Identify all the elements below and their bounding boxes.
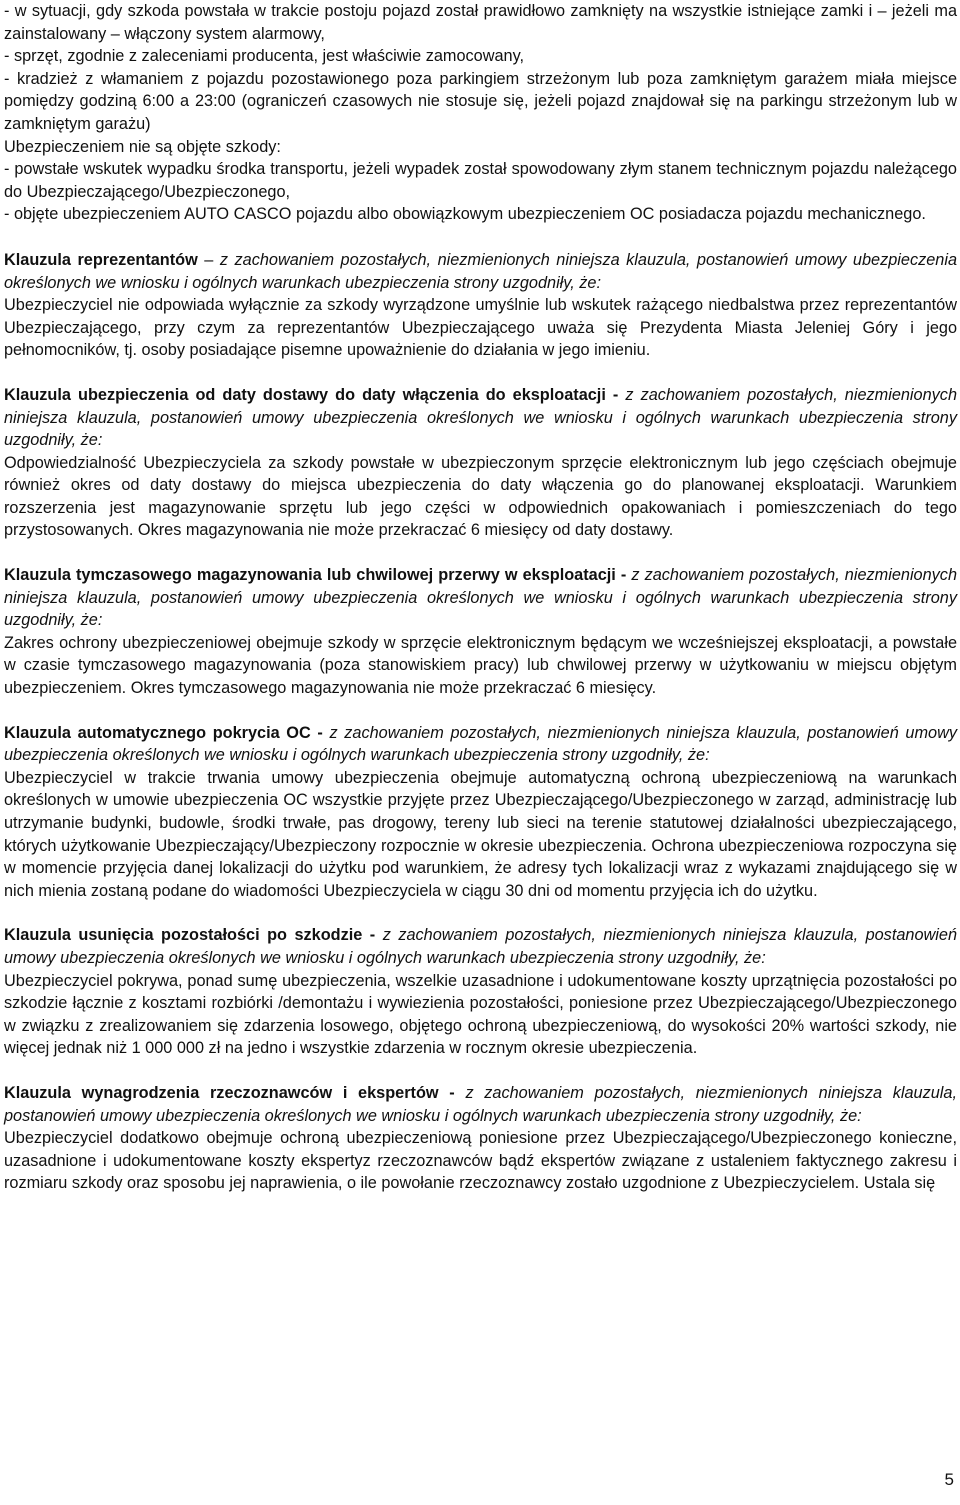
clause-intro: z zachowaniem pozostałych, niezmienionych niniejsza klauzula, postanowień umowy ubezpieczenia określonych we wniosku i ogólnych warunkach ubezpieczenia strony uzgodniły, że: — [4, 723, 957, 765]
clause-intro: z zachowaniem pozostałych, niezmienionych niniejsza klauzula, postanowień umowy ubezpieczenia określonych we wniosku i ogólnych warunkach ubezpieczenia strony uzgodniły, że: — [4, 250, 958, 292]
clause-body: Ubezpieczyciel dodatkowo obejmuje ochroną ubezpieczeniową poniesione przez Ubezpieczającego/Ubezpieczonego konieczne, uzasadnione i udokumentowane koszty ekspertyz rzeczoznawców bądź ekspertów związane z ustaleniem faktycznego zakresu i rozmiaru szkody oraz sposobu jej naprawienia, o ile powołanie rzeczoznawcy zostało uzgodnione z Ubezpieczycielem. Ustala się — [4, 1129, 957, 1193]
clause-heading: Klauzula reprezentantów – z zachowaniem pozostałych, niezmienionych niniejsza klauzula, postanowień umowy ubezpieczenia określonych we wniosku i ogólnych warunkach ubezpieczenia strony uzgodniły, że: — [4, 250, 958, 292]
clause-temporary-storage — [4, 564, 957, 700]
clause-body: Zakres ochrony ubezpieczeniowej obejmuje szkody w sprzęcie elektronicznym będącym we wcześniejszej eksploatacji, a powstałe w czasie tymczasowego magazynowania (poza stanowiskiem pracy) lub chwilowej przerwy w użytkowaniu w miejscu objętym ubezpieczeniem. Okres tymczasowego magazynowania nie może przekraczać 6 miesięcy. — [4, 633, 957, 698]
clause-title: Klauzula wynagrodzenia rzeczoznawców i ekspertów - — [4, 1083, 455, 1102]
clause-heading — [4, 564, 957, 632]
intro-line: - objęte ubezpieczeniem AUTO CASCO pojazdu albo obowiązkowym ubezpieczeniem OC posiadacza pojazdu mechanicznego. — [4, 205, 926, 224]
clause-title: Klauzula tymczasowego magazynowania lub chwilowej przerwy w eksploatacji - — [4, 566, 627, 585]
clause-body: Ubezpieczyciel pokrywa, ponad sumę ubezpieczenia, wszelkie uzasadnione i udokumentowane koszty uprzątnięcia pozostałości po szkodzie łącznie z kosztami rozbiórki /demontażu i wywiezienia pozostałości, poniesione przez Ubezpieczającego/Ubezpieczonego w związku z zrealizowaniem się zdarzenia losowego, objętego ochroną ubezpieczeniową, do wysokości 20% wartości szkody, nie więcej jednak niż 1 000 000 zł na jedno i wszystkie zdarzenia w rocznym okresie ubezpieczenia. — [4, 971, 957, 1058]
clause-title: Klauzula usunięcia pozostałości po szkodzie - — [4, 926, 376, 945]
clause-title: Klauzula automatycznego pokrycia OC - — [4, 723, 323, 742]
intro-line: - sprzęt, zgodnie z zaleceniami producenta, jest właściwie zamocowany, — [4, 47, 525, 66]
clause-intro: z zachowaniem pozostałych, niezmienionych niniejsza klauzula, postanowień umowy ubezpieczenia określonych we wniosku i ogólnych warunkach ubezpieczenia strony uzgodniły, że: — [4, 1083, 957, 1125]
intro-section — [4, 0, 957, 226]
document-page — [4, 0, 957, 1195]
clause-experts-fees — [4, 1082, 957, 1195]
clause-heading — [4, 924, 957, 969]
intro-line: Ubezpieczeniem nie są objęte szkody: — [4, 137, 281, 156]
clause-automatic-oc — [4, 722, 957, 903]
intro-line: - kradzież z włamaniem z pojazdu pozostawionego poza parkingiem strzeżonym lub poza zamkniętym garażem miała miejsce pomiędzy godziną 6:00 a 23:00 (ograniczeń czasowych nie stosuje się, jeżeli pojazd znajdował się na parkingu strzeżonym lub w zamkniętym garażu) — [4, 69, 957, 133]
clause-body: Ubezpieczyciel w trakcie trwania umowy ubezpieczenia obejmuje automatyczną ochroną ubezpieczeniową na warunkach określonych w umowie ubezpieczenia OC wszystkie przyjęte przez Ubezpieczającego/Ubezpieczonego w zarząd, administrację lub utrzymanie budynki, budowle, środki trwałe, pas drogowy, tereny lub sieci na terenie statutowej działalności ubezpieczającego, których użytkowanie Ubezpieczający/Ubezpieczony rozpocznie w okresie ubezpieczenia. Ochrona ubezpieczeniowa rozpoczyna się w momencie przyjęcia danej lokalizacji do użytku pod warunkiem, że adresy tych lokalizacji wraz z wykazami znajdującego się w nich mienia zostaną podane do wiadomości Ubezpieczyciela w ciągu 30 dni od momentu przyjęcia ich do użytku. — [4, 768, 957, 900]
clause-intro: z zachowaniem pozostałych, niezmienionych niniejsza klauzula, postanowień umowy ubezpieczenia określonych we wniosku i ogólnych warunkach ubezpieczenia strony uzgodniły, że: — [4, 566, 958, 630]
page-number: 5 — [944, 1470, 954, 1489]
clause-intro: z zachowaniem pozostałych, niezmienionych niniejsza klauzula, postanowień umowy ubezpieczenia określonych we wniosku i ogólnych warunkach ubezpieczenia strony uzgodniły, że: — [4, 926, 957, 967]
clause-title: Klauzula ubezpieczenia od daty dostawy do daty włączenia do eksploatacji - — [4, 385, 619, 404]
clause-representatives — [4, 249, 957, 362]
intro-line: - w sytuacji, gdy szkoda powstała w trakcie postoju pojazd został prawidłowo zamknięty na wszystkie istniejące zamki i – jeżeli ma zainstalowany – włączony system alarmowy, — [4, 2, 957, 43]
clause-heading — [4, 722, 957, 767]
clause-heading — [4, 1082, 957, 1127]
intro-line: - powstałe wskutek wypadku środka transportu, jeżeli wypadek został spowodowany złym stanem technicznym pojazdu należącego do Ubezpieczającego/Ubezpieczonego, — [4, 160, 957, 201]
clause-intro: z zachowaniem pozostałych, niezmienionych niniejsza klauzula, postanowień umowy ubezpieczenia określonych we wniosku i ogólnych warunkach ubezpieczenia strony uzgodniły, że: — [4, 385, 957, 450]
clause-debris-removal — [4, 924, 957, 1060]
clause-title: Klauzula reprezentantów — [4, 250, 198, 269]
clause-heading — [4, 384, 957, 452]
clause-body: Ubezpieczyciel nie odpowiada wyłącznie za szkody wyrządzone umyślnie lub wskutek rażącego niedbalstwa przez reprezentantów Ubezpieczającego, przy czym za reprezentantów Ubezpieczającego uważa się Prezydenta Miasta Jeleniej Góry i jego pełnomocników, tj. osoby posiadające pisemne upoważnienie do działania w jego imieniu. — [4, 296, 957, 360]
clause-delivery-to-operation — [4, 384, 957, 542]
clause-body: Odpowiedzialność Ubezpieczyciela za szkody powstałe w ubezpieczonym sprzęcie elektronicznym lub jego częściach obejmuje również okres od daty dostawy do miejsca ubezpieczenia do daty włączenia go do planowanej eksploatacji. Warunkiem rozszerzenia jest magazynowanie sprzętu lub jego części w odpowiednich opakowaniach i pomieszczeniach do tego przystosowanych. Okres magazynowania nie może przekraczać 6 miesięcy od daty dostawy. — [4, 453, 957, 540]
